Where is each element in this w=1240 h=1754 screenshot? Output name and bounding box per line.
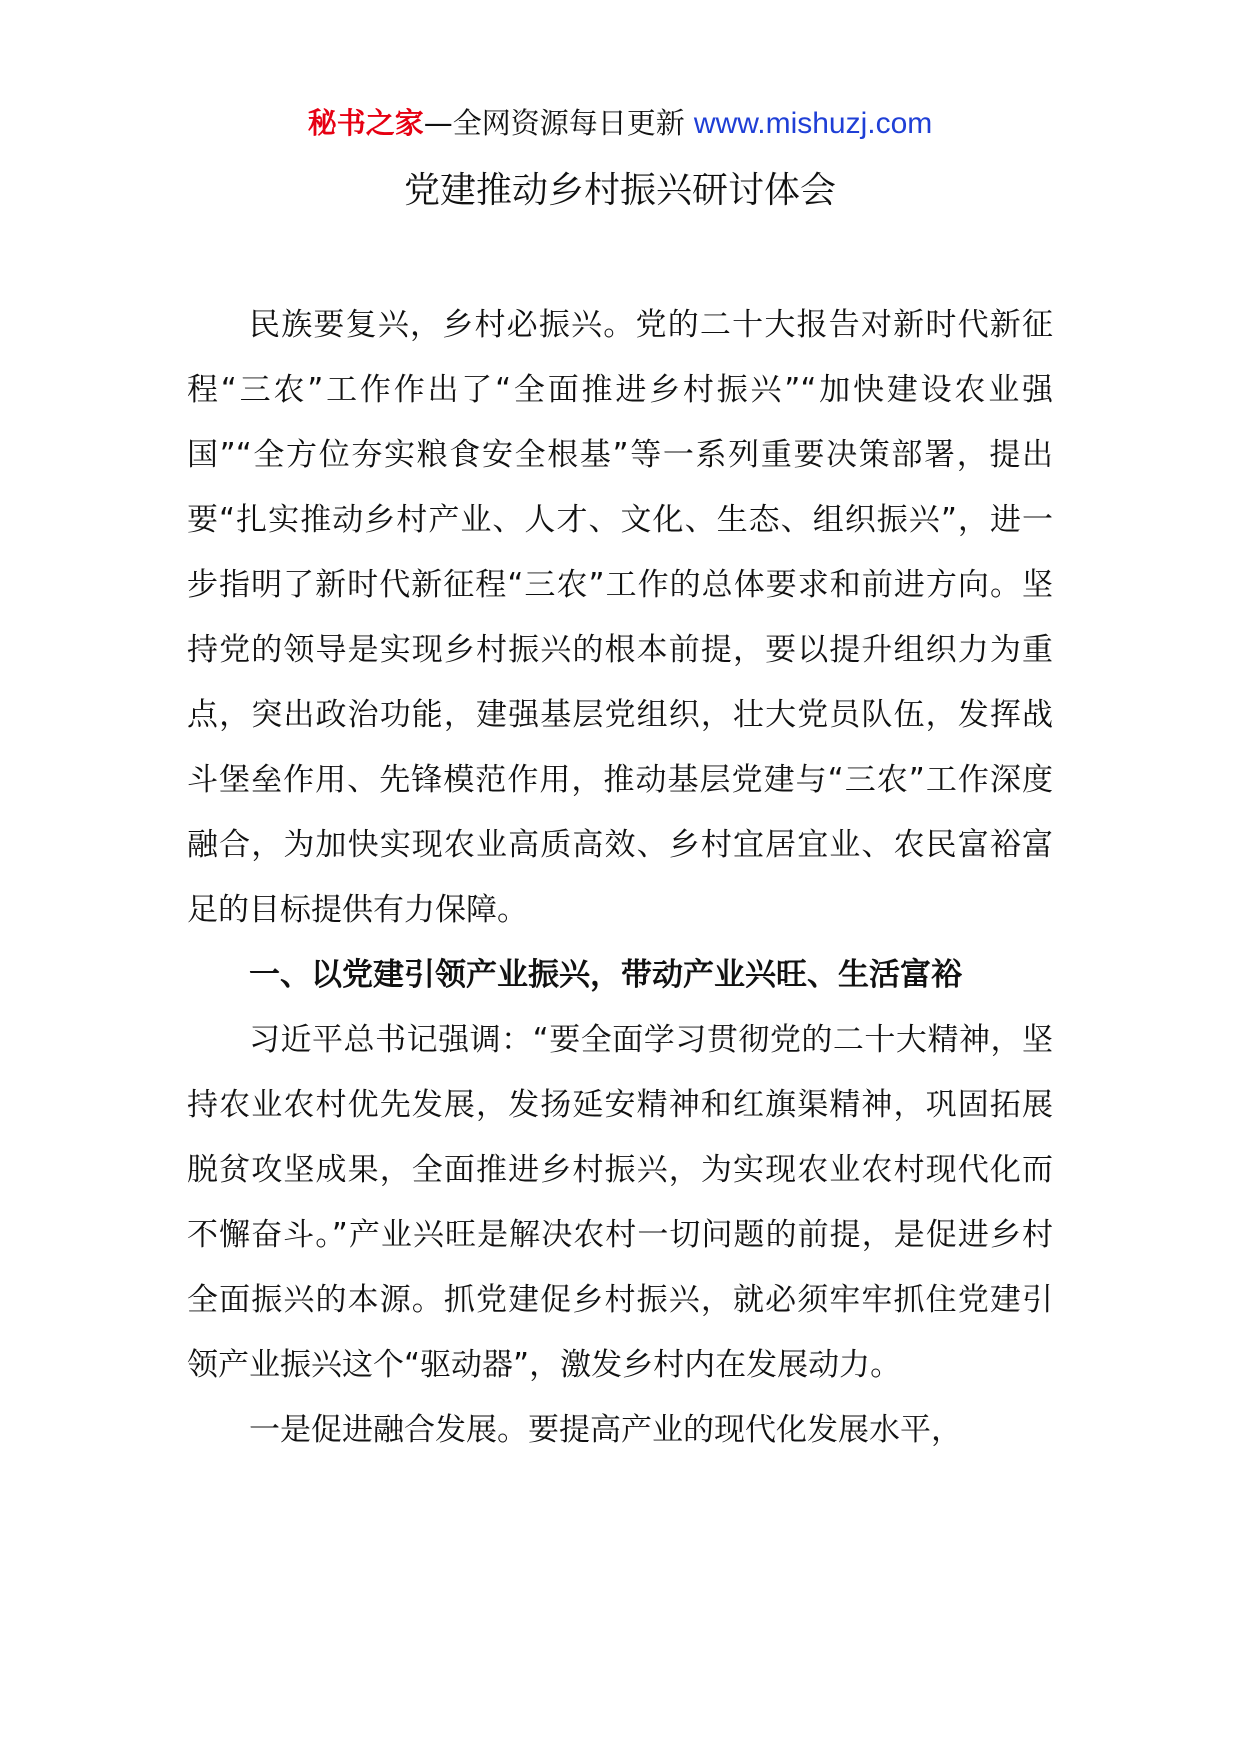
site-url[interactable]: www.mishuzj.com xyxy=(693,107,933,140)
document-body xyxy=(187,293,1053,1463)
paragraph-section-1: 习近平总书记强调：“要全面学习贯彻党的二十大精神，坚持农业农村优先发展，发扬延安精神和红旗渠精神，巩固拓展脱贫攻坚成果，全面推进乡村振兴，为实现农业农村现代化而不懈奋斗。”产业兴旺是解决农村一切问题的前提，是促进乡村全面振兴的本源。抓党建促乡村振兴，就必须牢牢抓住党建引领产业振兴这个“驱动器”，激发乡村内在发展动力。 xyxy=(187,1022,1053,1383)
paragraph-intro: 民族要复兴，乡村必振兴。党的二十大报告对新时代新征程“三农”工作作出了“全面推进乡村振兴”“加快建设农业强国”“全方位夯实粮食安全根基”等一系列重要决策部署，提出要“扎实推动乡村产业、人才、文化、生态、组织振兴”，进一步指明了新时代新征程“三农”工作的总体要求和前进方向。坚持党的领导是实现乡村振兴的根本前提，要以提升组织力为重点，突出政治功能，建强基层党组织，壮大党员队伍，发挥战斗堡垒作用、先锋模范作用，推动基层党建与“三农”工作深度融合，为加快实现农业高质高效、乡村宜居宜业、农民富裕富足的目标提供有力保障。 xyxy=(187,307,1053,928)
paragraph-section-1-point-1: 一是促进融合发展。要提高产业的现代化发展水平， xyxy=(249,1412,962,1448)
site-slogan: —全网资源每日更新 xyxy=(423,106,694,140)
document-title: 党建推动乡村振兴研讨体会 xyxy=(403,170,836,211)
section-heading-1: 一、以党建引领产业振兴，带动产业兴旺、生活富裕 xyxy=(249,957,962,993)
site-header xyxy=(0,103,1240,144)
site-brand: 秘书之家 xyxy=(307,106,424,140)
